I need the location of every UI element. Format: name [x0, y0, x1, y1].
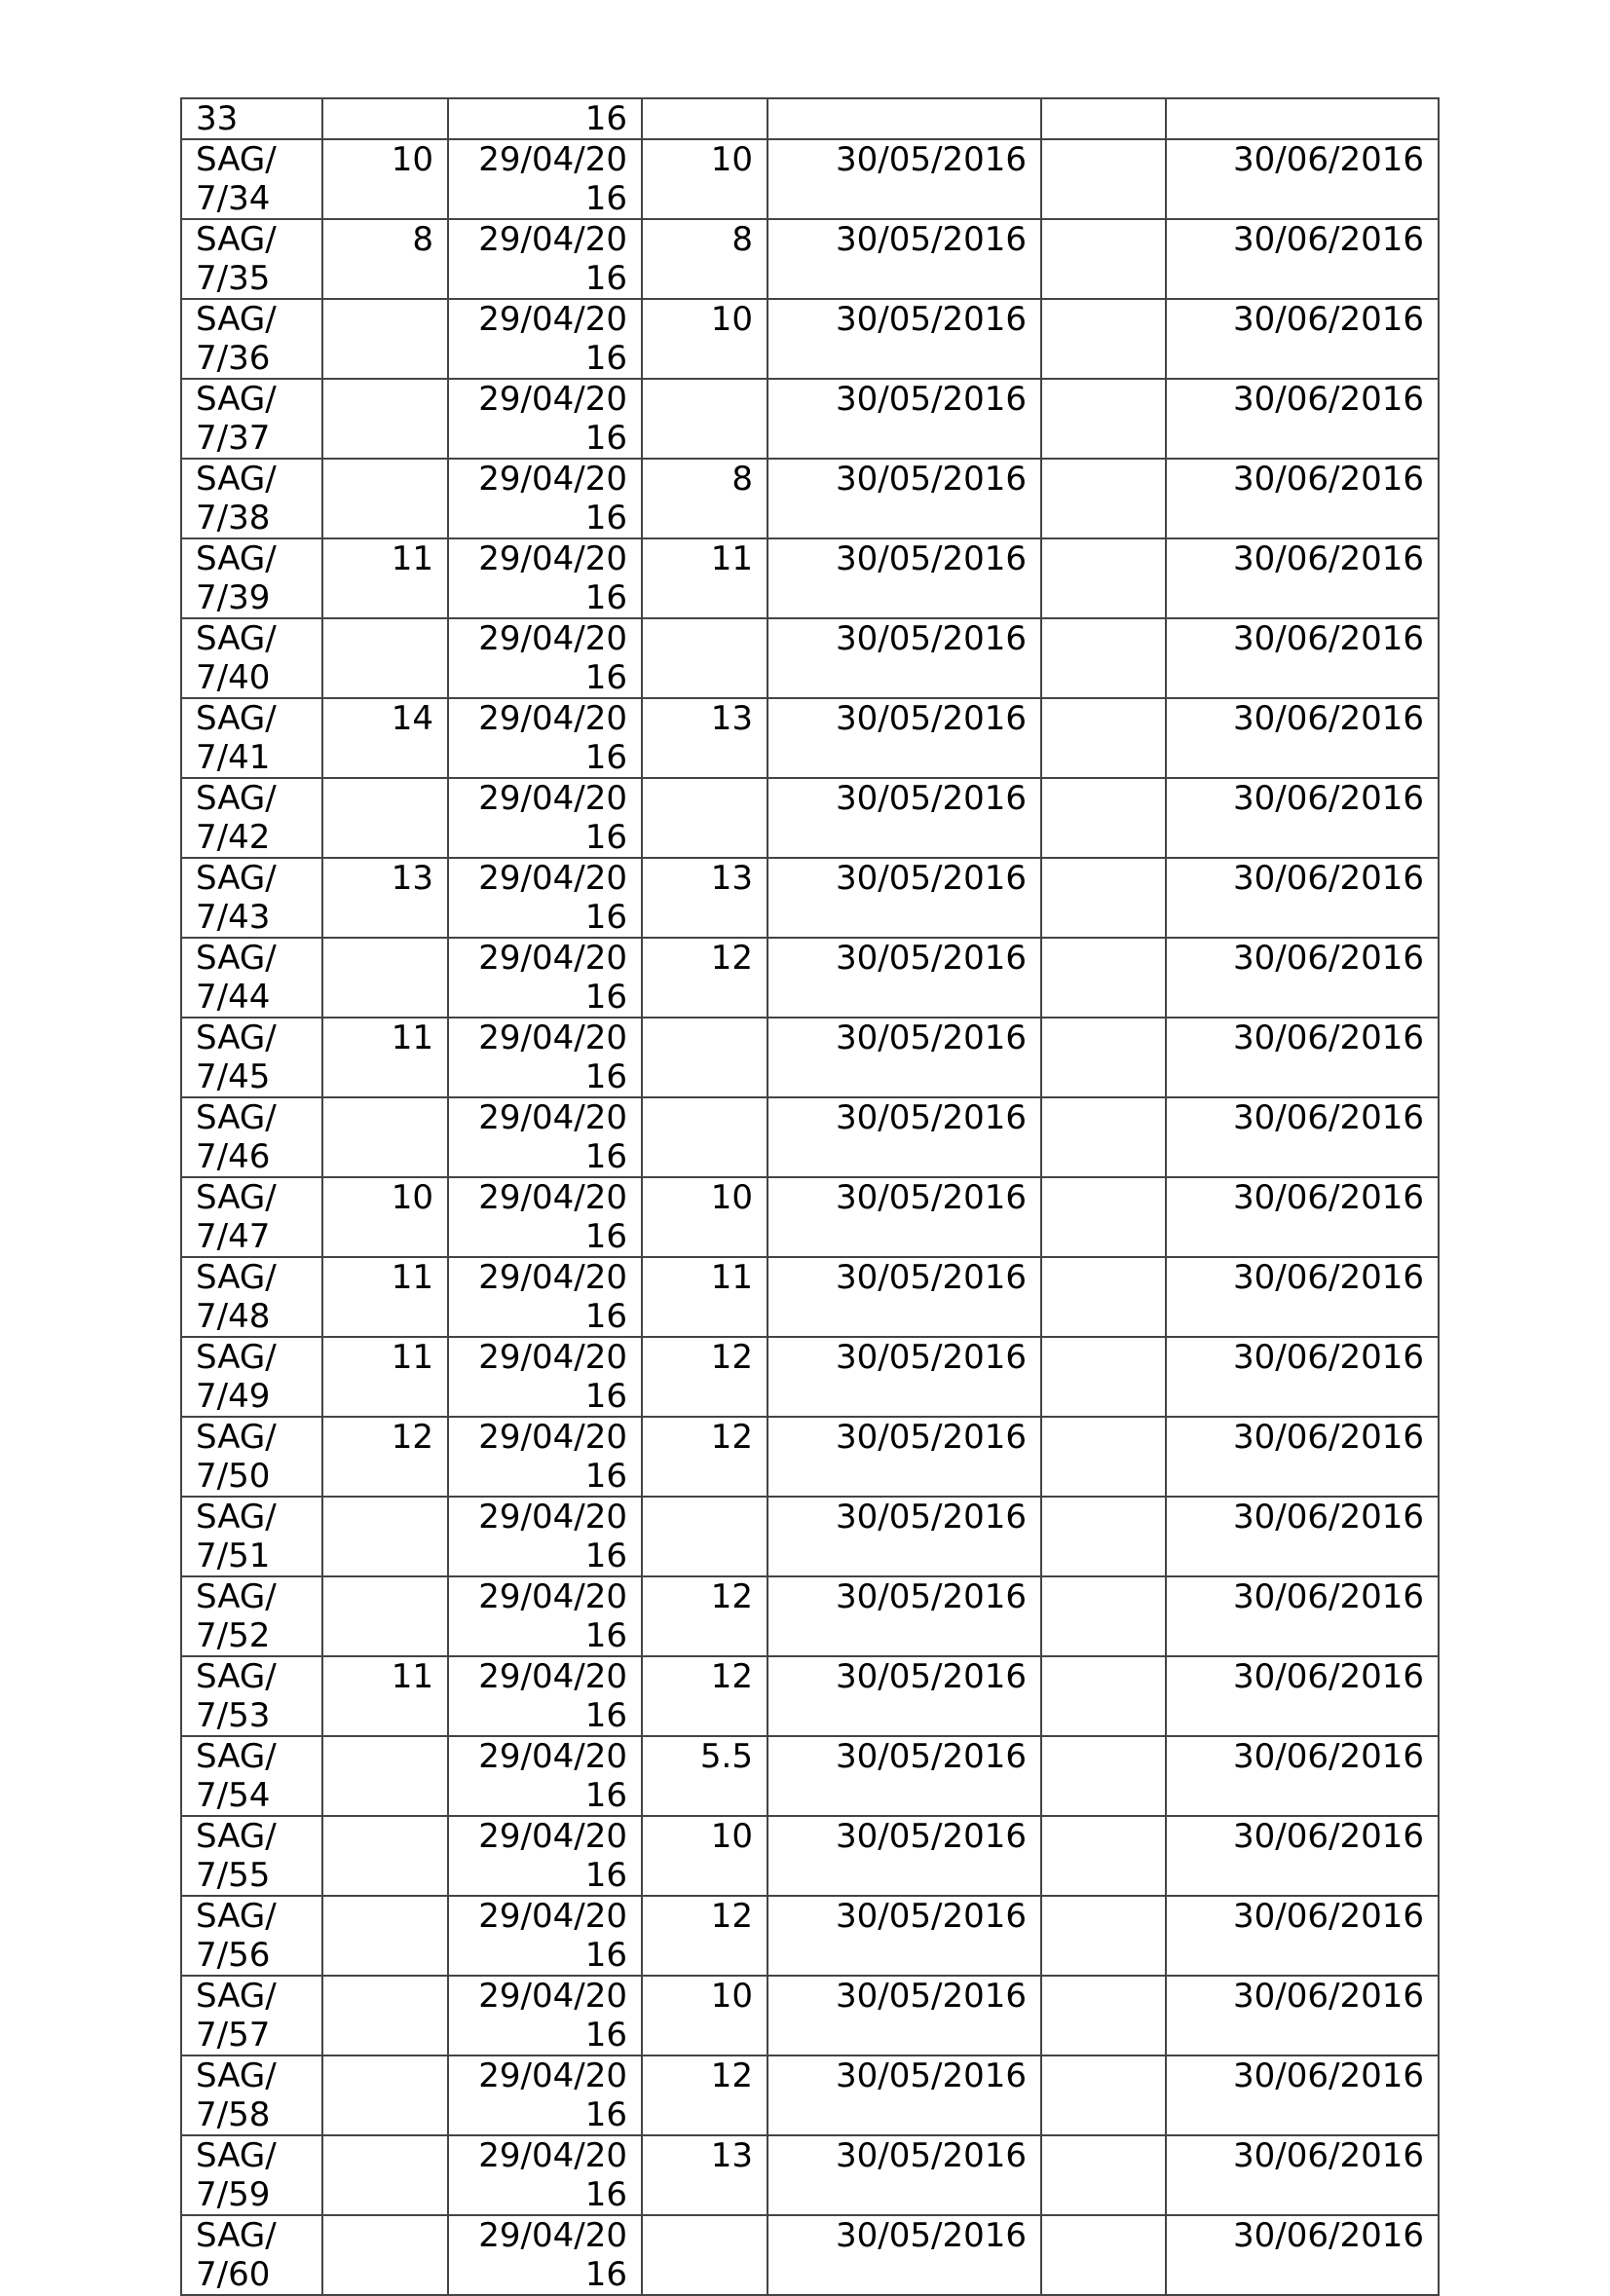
cell-qty2: 13 [642, 2135, 768, 2215]
cell-qty1: 11 [322, 1337, 448, 1417]
cell-date2: 30/05/2016 [768, 1576, 1041, 1656]
table-row [181, 1976, 1439, 2055]
cell-qty2: 8 [642, 459, 768, 538]
cell-blank [1041, 459, 1166, 538]
cell-date2: 30/05/2016 [768, 1976, 1041, 2055]
cell-date2: 30/05/2016 [768, 1177, 1041, 1257]
cell-id: SAG/7/45 [181, 1018, 322, 1097]
cell-qty2: 12 [642, 1337, 768, 1417]
cell-date2: 30/05/2016 [768, 1337, 1041, 1417]
cell-blank [1041, 1177, 1166, 1257]
cell-blank [1041, 538, 1166, 618]
cell-id: SAG/7/47 [181, 1177, 322, 1257]
cell-date2: 30/05/2016 [768, 1257, 1041, 1337]
cell-date1: 29/04/2016 [448, 379, 642, 459]
cell-blank [1041, 1896, 1166, 1976]
cell-id: SAG/7/48 [181, 1257, 322, 1337]
cell-qty2: 12 [642, 1576, 768, 1656]
cell-qty2: 8 [642, 219, 768, 299]
cell-id: SAG/7/49 [181, 1337, 322, 1417]
cell-date1: 16 [448, 98, 642, 139]
table-row [181, 698, 1439, 778]
cell-date2: 30/05/2016 [768, 139, 1041, 219]
cell-qty2: 10 [642, 1177, 768, 1257]
cell-qty1 [322, 2055, 448, 2135]
record-table [180, 97, 1440, 2296]
table-row [181, 299, 1439, 379]
cell-id: SAG/7/46 [181, 1097, 322, 1177]
cell-id: SAG/7/50 [181, 1417, 322, 1497]
cell-date3: 30/06/2016 [1166, 1257, 1439, 1337]
table-row [181, 1177, 1439, 1257]
cell-date3: 30/06/2016 [1166, 1018, 1439, 1097]
cell-id: SAG/7/38 [181, 459, 322, 538]
table-row [181, 379, 1439, 459]
table-row [181, 1097, 1439, 1177]
cell-qty2 [642, 618, 768, 698]
cell-qty1 [322, 938, 448, 1018]
cell-blank [1041, 1417, 1166, 1497]
cell-id: SAG/7/53 [181, 1656, 322, 1736]
cell-date3: 30/06/2016 [1166, 1497, 1439, 1576]
cell-date1: 29/04/2016 [448, 1576, 642, 1656]
cell-qty2 [642, 379, 768, 459]
cell-id: SAG/7/59 [181, 2135, 322, 2215]
cell-blank [1041, 1656, 1166, 1736]
cell-qty2: 13 [642, 698, 768, 778]
cell-date3: 30/06/2016 [1166, 139, 1439, 219]
cell-qty1: 11 [322, 1018, 448, 1097]
cell-date2: 30/05/2016 [768, 2055, 1041, 2135]
cell-blank [1041, 1337, 1166, 1417]
cell-qty1: 13 [322, 858, 448, 938]
cell-qty2: 12 [642, 1896, 768, 1976]
table-row [181, 1576, 1439, 1656]
cell-date2: 30/05/2016 [768, 379, 1041, 459]
cell-qty2: 10 [642, 139, 768, 219]
cell-date3: 30/06/2016 [1166, 938, 1439, 1018]
cell-date1: 29/04/2016 [448, 1816, 642, 1896]
cell-id: SAG/7/51 [181, 1497, 322, 1576]
cell-id: SAG/7/55 [181, 1816, 322, 1896]
cell-id: SAG/7/44 [181, 938, 322, 1018]
cell-qty1 [322, 1816, 448, 1896]
cell-blank [1041, 1018, 1166, 1097]
cell-qty1 [322, 2135, 448, 2215]
cell-date1: 29/04/2016 [448, 1177, 642, 1257]
cell-blank [1041, 938, 1166, 1018]
cell-date1: 29/04/2016 [448, 778, 642, 858]
cell-date3: 30/06/2016 [1166, 538, 1439, 618]
cell-date2: 30/05/2016 [768, 618, 1041, 698]
cell-qty2 [642, 1018, 768, 1097]
cell-date1: 29/04/2016 [448, 538, 642, 618]
cell-blank [1041, 2055, 1166, 2135]
cell-blank [1041, 2215, 1166, 2295]
cell-id: SAG/7/41 [181, 698, 322, 778]
cell-id: SAG/7/52 [181, 1576, 322, 1656]
cell-qty1 [322, 1097, 448, 1177]
cell-date3: 30/06/2016 [1166, 1177, 1439, 1257]
cell-date2: 30/05/2016 [768, 2135, 1041, 2215]
cell-id: SAG/7/34 [181, 139, 322, 219]
table-row [181, 858, 1439, 938]
cell-id: SAG/7/54 [181, 1736, 322, 1816]
table-row [181, 1497, 1439, 1576]
cell-qty2 [642, 2215, 768, 2295]
cell-qty2: 10 [642, 299, 768, 379]
cell-date3: 30/06/2016 [1166, 1976, 1439, 2055]
cell-date3: 30/06/2016 [1166, 1097, 1439, 1177]
table-row-continued [181, 98, 1439, 139]
cell-blank [1041, 858, 1166, 938]
cell-qty1 [322, 778, 448, 858]
cell-qty2: 12 [642, 938, 768, 1018]
cell-qty2 [642, 98, 768, 139]
cell-date2: 30/05/2016 [768, 938, 1041, 1018]
cell-date1: 29/04/2016 [448, 1976, 642, 2055]
cell-date3: 30/06/2016 [1166, 219, 1439, 299]
cell-qty2: 10 [642, 1976, 768, 2055]
cell-qty1 [322, 1736, 448, 1816]
cell-date2: 30/05/2016 [768, 299, 1041, 379]
cell-date2: 30/05/2016 [768, 1097, 1041, 1177]
cell-date1: 29/04/2016 [448, 1896, 642, 1976]
cell-qty1 [322, 618, 448, 698]
cell-qty2 [642, 1097, 768, 1177]
cell-date1: 29/04/2016 [448, 858, 642, 938]
cell-id: SAG/7/43 [181, 858, 322, 938]
cell-date3: 30/06/2016 [1166, 1576, 1439, 1656]
table-row [181, 459, 1439, 538]
cell-blank [1041, 2135, 1166, 2215]
table-row [181, 938, 1439, 1018]
cell-date2: 30/05/2016 [768, 1816, 1041, 1896]
cell-date3 [1166, 98, 1439, 139]
cell-qty1 [322, 1976, 448, 2055]
cell-date2: 30/05/2016 [768, 1018, 1041, 1097]
table-row [181, 538, 1439, 618]
cell-date3: 30/06/2016 [1166, 2135, 1439, 2215]
cell-id: SAG/7/37 [181, 379, 322, 459]
cell-qty1 [322, 379, 448, 459]
cell-qty1: 11 [322, 1656, 448, 1736]
cell-blank [1041, 1576, 1166, 1656]
cell-date3: 30/06/2016 [1166, 2055, 1439, 2135]
cell-id: SAG/7/35 [181, 219, 322, 299]
cell-date1: 29/04/2016 [448, 2215, 642, 2295]
cell-date3: 30/06/2016 [1166, 1816, 1439, 1896]
table-row [181, 1816, 1439, 1896]
cell-date1: 29/04/2016 [448, 1736, 642, 1816]
cell-date3: 30/06/2016 [1166, 1337, 1439, 1417]
cell-qty2 [642, 1497, 768, 1576]
cell-blank [1041, 219, 1166, 299]
cell-qty1 [322, 1896, 448, 1976]
cell-date3: 30/06/2016 [1166, 618, 1439, 698]
cell-qty2: 12 [642, 1417, 768, 1497]
cell-qty1 [322, 2215, 448, 2295]
cell-date1: 29/04/2016 [448, 1417, 642, 1497]
cell-id: SAG/7/40 [181, 618, 322, 698]
cell-blank [1041, 1736, 1166, 1816]
cell-date2: 30/05/2016 [768, 778, 1041, 858]
cell-date1: 29/04/2016 [448, 1097, 642, 1177]
cell-qty1: 8 [322, 219, 448, 299]
cell-date1: 29/04/2016 [448, 618, 642, 698]
cell-date1: 29/04/2016 [448, 1257, 642, 1337]
cell-date1: 29/04/2016 [448, 459, 642, 538]
cell-date3: 30/06/2016 [1166, 1417, 1439, 1497]
cell-qty1: 11 [322, 538, 448, 618]
cell-date1: 29/04/2016 [448, 698, 642, 778]
table-row [181, 139, 1439, 219]
cell-id: SAG/7/42 [181, 778, 322, 858]
cell-qty2: 5.5 [642, 1736, 768, 1816]
cell-date3: 30/06/2016 [1166, 1736, 1439, 1816]
cell-date1: 29/04/2016 [448, 2055, 642, 2135]
cell-date1: 29/04/2016 [448, 299, 642, 379]
cell-date3: 30/06/2016 [1166, 858, 1439, 938]
table-row [181, 1417, 1439, 1497]
cell-blank [1041, 1976, 1166, 2055]
cell-id: SAG/7/56 [181, 1896, 322, 1976]
cell-qty2: 12 [642, 1656, 768, 1736]
table-row [181, 1736, 1439, 1816]
cell-date2: 30/05/2016 [768, 2215, 1041, 2295]
cell-date2 [768, 98, 1041, 139]
cell-date2: 30/05/2016 [768, 698, 1041, 778]
cell-date2: 30/05/2016 [768, 459, 1041, 538]
cell-date1: 29/04/2016 [448, 938, 642, 1018]
cell-date1: 29/04/2016 [448, 1018, 642, 1097]
cell-date3: 30/06/2016 [1166, 1896, 1439, 1976]
cell-qty1: 12 [322, 1417, 448, 1497]
cell-qty1: 14 [322, 698, 448, 778]
cell-id: SAG/7/60 [181, 2215, 322, 2295]
table-row [181, 1257, 1439, 1337]
cell-qty2: 13 [642, 858, 768, 938]
cell-date2: 30/05/2016 [768, 858, 1041, 938]
cell-qty1: 10 [322, 1177, 448, 1257]
cell-date1: 29/04/2016 [448, 2135, 642, 2215]
cell-qty1 [322, 1497, 448, 1576]
cell-date2: 30/05/2016 [768, 1417, 1041, 1497]
table-row [181, 1656, 1439, 1736]
cell-qty1 [322, 98, 448, 139]
cell-blank [1041, 1257, 1166, 1337]
cell-qty2: 11 [642, 1257, 768, 1337]
table-row [181, 1896, 1439, 1976]
cell-blank [1041, 379, 1166, 459]
cell-blank [1041, 778, 1166, 858]
cell-qty1 [322, 299, 448, 379]
table-row [181, 2215, 1439, 2295]
cell-id: SAG/7/36 [181, 299, 322, 379]
cell-blank [1041, 139, 1166, 219]
table-row [181, 1337, 1439, 1417]
cell-qty1: 10 [322, 139, 448, 219]
cell-date3: 30/06/2016 [1166, 778, 1439, 858]
cell-date3: 30/06/2016 [1166, 1656, 1439, 1736]
cell-date1: 29/04/2016 [448, 1656, 642, 1736]
cell-qty1 [322, 459, 448, 538]
cell-qty1 [322, 1576, 448, 1656]
cell-date1: 29/04/2016 [448, 139, 642, 219]
cell-date2: 30/05/2016 [768, 1656, 1041, 1736]
cell-qty2: 11 [642, 538, 768, 618]
cell-qty1: 11 [322, 1257, 448, 1337]
cell-id: SAG/7/58 [181, 2055, 322, 2135]
cell-blank [1041, 98, 1166, 139]
cell-date2: 30/05/2016 [768, 1736, 1041, 1816]
table-row [181, 618, 1439, 698]
cell-id: 33 [181, 98, 322, 139]
cell-blank [1041, 299, 1166, 379]
cell-date2: 30/05/2016 [768, 1497, 1041, 1576]
cell-id: SAG/7/57 [181, 1976, 322, 2055]
cell-blank [1041, 698, 1166, 778]
cell-blank [1041, 618, 1166, 698]
cell-qty2 [642, 778, 768, 858]
cell-qty2: 10 [642, 1816, 768, 1896]
cell-date1: 29/04/2016 [448, 1497, 642, 1576]
table-row [181, 2135, 1439, 2215]
cell-date2: 30/05/2016 [768, 1896, 1041, 1976]
cell-date1: 29/04/2016 [448, 219, 642, 299]
record-table-body [181, 98, 1439, 2295]
table-row [181, 2055, 1439, 2135]
cell-date1: 29/04/2016 [448, 1337, 642, 1417]
cell-date3: 30/06/2016 [1166, 299, 1439, 379]
cell-qty2: 12 [642, 2055, 768, 2135]
cell-date3: 30/06/2016 [1166, 379, 1439, 459]
cell-date2: 30/05/2016 [768, 219, 1041, 299]
table-row [181, 219, 1439, 299]
table-row [181, 1018, 1439, 1097]
cell-id: SAG/7/39 [181, 538, 322, 618]
cell-date3: 30/06/2016 [1166, 459, 1439, 538]
cell-blank [1041, 1497, 1166, 1576]
cell-date3: 30/06/2016 [1166, 2215, 1439, 2295]
cell-date2: 30/05/2016 [768, 538, 1041, 618]
cell-blank [1041, 1816, 1166, 1896]
cell-date3: 30/06/2016 [1166, 698, 1439, 778]
table-row [181, 778, 1439, 858]
cell-blank [1041, 1097, 1166, 1177]
